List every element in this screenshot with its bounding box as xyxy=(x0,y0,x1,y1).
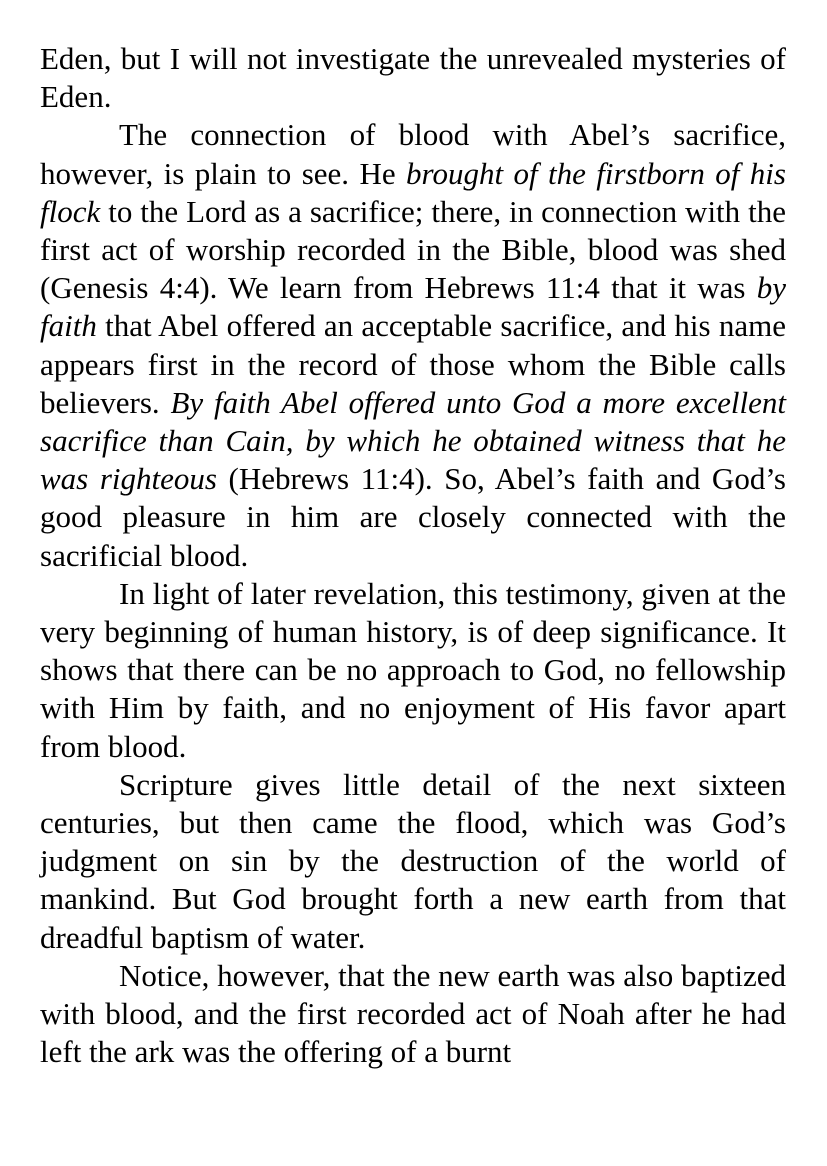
text-run: (Hebrews 11:4). So, Abel’s faith and God’s good pleasure in him are closely connected with the sacrificial blood. xyxy=(40,461,786,573)
paragraph-4 xyxy=(40,766,786,957)
document-page xyxy=(40,40,786,1071)
text-run: Scripture gives little detail of the next sixteen centuries, but then came the flood, which was God’s judgment on sin by the destruction of the world of mankind. But God brought forth a new earth from that dreadful baptism of water. xyxy=(40,766,786,955)
text-run: that Abel offered an acceptable sacrifice, and his name appears first in the record of those whom the Bible calls believers. xyxy=(40,308,786,420)
paragraph-1 xyxy=(40,40,786,116)
italic-scripture-quote: By faith Abel offered unto God a more excellent sacrifice than Cain, by which he obtained witness that he was righteous xyxy=(40,384,787,497)
text-run: Eden, but I will not investigate the unrevealed mysteries of Eden. xyxy=(40,41,786,115)
italic-scripture-quote: brought of the firstborn of his flock xyxy=(40,155,786,229)
paragraph-2 xyxy=(40,116,786,574)
italic-scripture-quote: by faith xyxy=(40,270,786,344)
text-run: In light of later revelation, this testimony, given at the very beginning of human history, is of deep significance. It shows that there can be no approach to God, no fellowship with Him by faith, and no enjoyment of His favor apart from blood. xyxy=(40,575,786,764)
text-run: The connection of blood with Abel’s sacrifice, however, is plain to see. He xyxy=(40,117,786,191)
text-run: to the Lord as a sacrifice; there, in connection with the first act of worship recorded in the Bible, blood was shed (Genesis 4:4). We learn from Hebrews 11:4 that it was xyxy=(40,193,786,306)
text-run: Notice, however, that the new earth was also baptized with blood, and the first recorded act of Noah after he had left the ark was the offering of a burnt xyxy=(40,957,786,1070)
paragraph-5 xyxy=(40,957,786,1072)
paragraph-3 xyxy=(40,575,786,766)
